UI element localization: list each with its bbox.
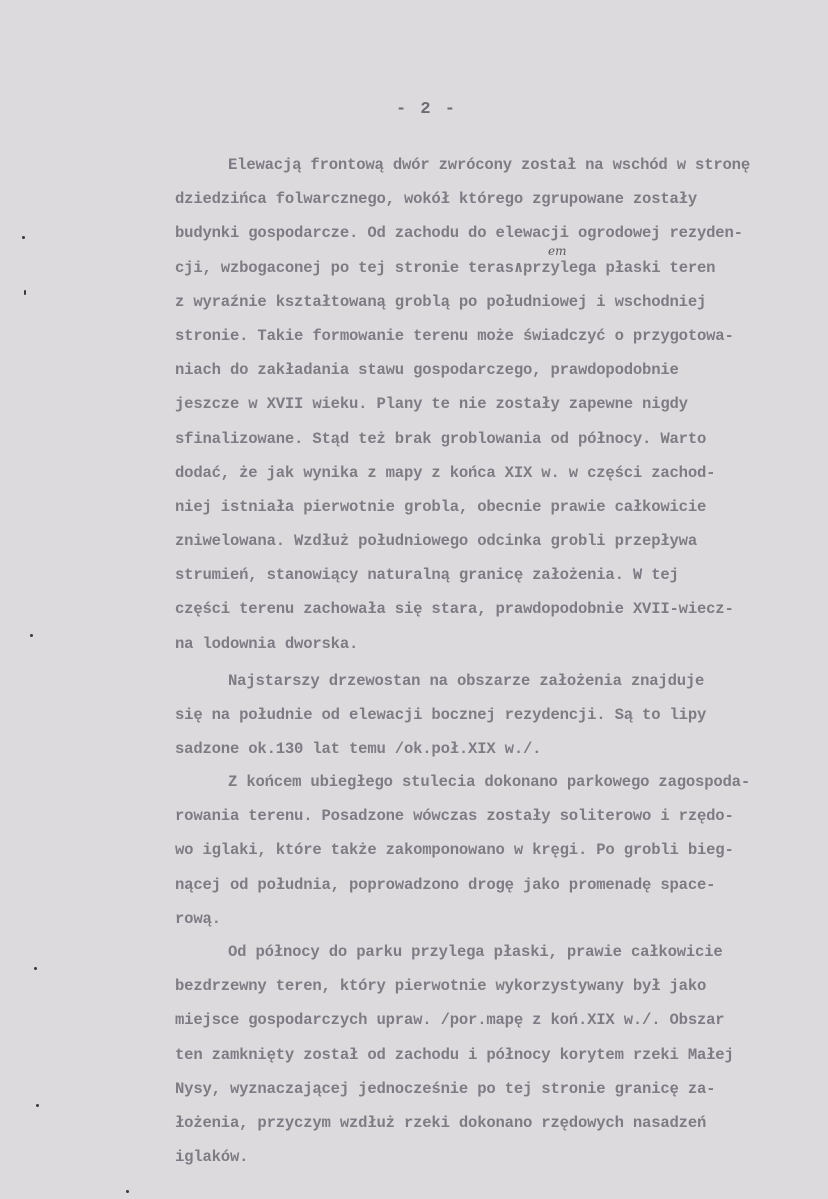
scan-speck (24, 290, 26, 295)
text-line: nącej od południa, poprowadzono drogę jako promenadę space- (175, 875, 716, 894)
text-line: niej istniała pierwotnie grobla, obecnie prawie całkowicie (175, 497, 707, 516)
handwritten-annotation: em (548, 244, 567, 258)
text-line: na lodownia dworska. (175, 634, 359, 653)
text-line: cji, wzbogaconej po tej stronie teras∧przylega płaski teren (175, 258, 716, 277)
text-line: Z końcem ubiegłego stulecia dokonano parkowego zagospoda- (228, 773, 750, 791)
text-line: Elewacją frontową dwór zwrócony został na wschód w stronę (228, 156, 750, 174)
text-line: sfinalizowane. Stąd też brak groblowania od północy. Warto (175, 429, 707, 448)
paragraph (175, 765, 815, 936)
text-line: iglaków. (175, 1148, 249, 1167)
text-line: Od północy do parku przylega płaski, prawie całkowicie (228, 943, 723, 961)
paragraph (175, 664, 815, 767)
paragraph (175, 148, 815, 661)
text-line: strumień, stanowiący naturalną granicę założenia. W tej (175, 566, 679, 585)
text-line: wo iglaki, które także zakomponowano w kręgi. Po grobli bieg- (175, 841, 734, 860)
scan-speck (30, 634, 33, 637)
scan-speck (36, 1104, 39, 1107)
text-line: części terenu zachowała się stara, prawdopodobnie XVII-wiecz- (175, 600, 734, 619)
text-line: miejsce gospodarczych upraw. /por.mapę z koń.XIX w./. Obszar (175, 1011, 725, 1030)
text-line: rową. (175, 909, 221, 928)
text-line: Nysy, wyznaczającej jednocześnie po tej stronie granicę za- (175, 1079, 716, 1098)
text-line: ten zamknięty został od zachodu i północy korytem rzeki Małej (175, 1045, 734, 1064)
text-line: dodać, że jak wynika z mapy z końca XIX w. w części zachod- (175, 463, 716, 482)
text-line: zniwelowana. Wzdłuż południowego odcinka grobli przepływa (175, 532, 697, 551)
paragraph (175, 935, 815, 1174)
page-number: - 2 - (396, 100, 458, 119)
scan-speck (126, 1190, 129, 1193)
text-line: z wyraźnie kształtowaną groblą po południowej i wschodniej (175, 292, 707, 311)
text-line: niach do zakładania stawu gospodarczego, prawdopodobnie (175, 361, 679, 380)
text-line: budynki gospodarcze. Od zachodu do elewacji ogrodowej rezyden- (175, 224, 743, 243)
text-line: Najstarszy drzewostan na obszarze założenia znajduje (228, 672, 705, 690)
scan-speck (34, 967, 37, 970)
text-line: się na południe od elewacji bocznej rezydencji. Są to lipy (175, 706, 707, 725)
text-line: jeszcze w XVII wieku. Plany te nie zostały zapewne nigdy (175, 395, 688, 414)
text-line: bezdrzewny teren, który pierwotnie wykorzystywany był jako (175, 977, 707, 996)
text-line: dziedzińca folwarcznego, wokół którego zgrupowane zostały (175, 190, 697, 209)
text-line: łożenia, przyczym wzdłuż rzeki dokonano rzędowych nasadzeń (175, 1113, 707, 1132)
text-line: sadzone ok.130 lat temu /ok.poł.XIX w./. (175, 740, 542, 759)
scan-speck (22, 236, 25, 239)
text-line: stronie. Takie formowanie terenu może świadczyć o przygotowa- (175, 326, 734, 345)
text-line: rowania terenu. Posadzone wówczas zostały soliterowo i rzędo- (175, 807, 734, 826)
